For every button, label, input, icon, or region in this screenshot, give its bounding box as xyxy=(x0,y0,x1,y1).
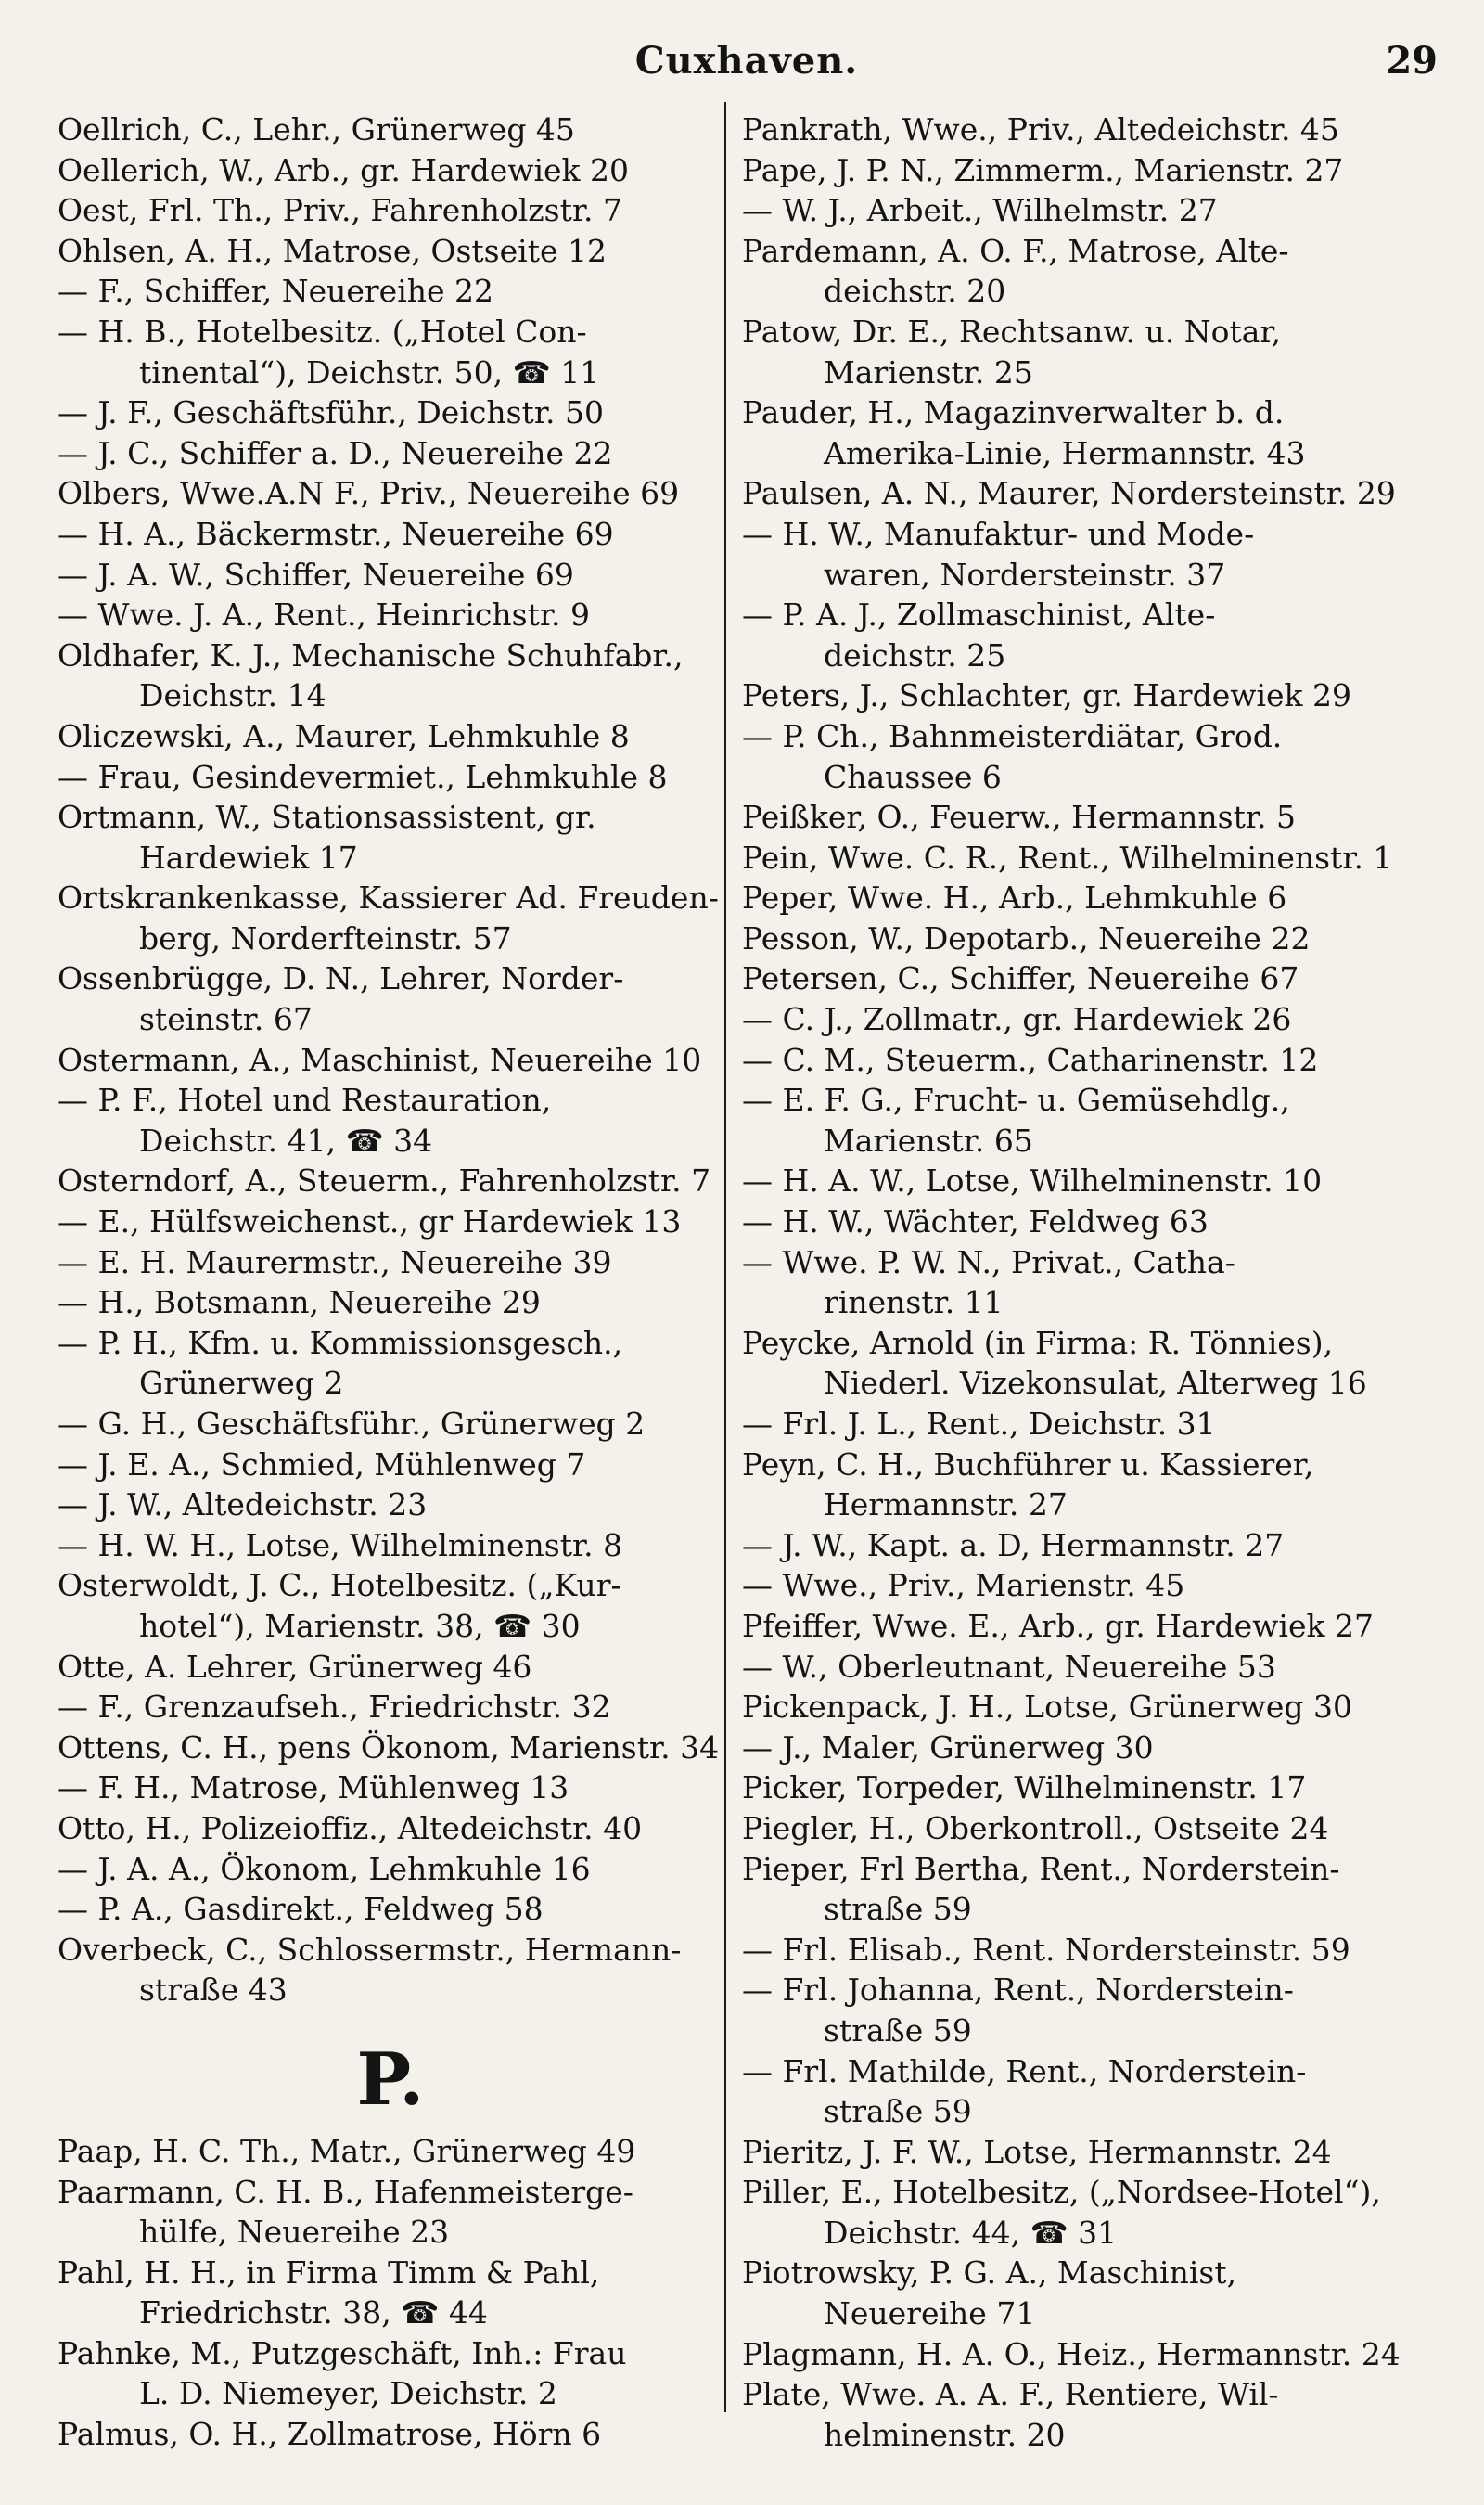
entry-line: — Wwe., Priv., Marienstr. 45 xyxy=(742,1567,1185,1604)
entry-continuation-line: straße 59 xyxy=(824,2011,972,2049)
directory-entry xyxy=(58,109,723,150)
directory-entry xyxy=(742,2051,1408,2132)
entry-line: — C. J., Zollmatr., gr. Hardewiek 26 xyxy=(742,1001,1292,1038)
entry-line: Pauder, H., Magazinverwalter b. d. xyxy=(742,394,1285,431)
entry-line: Overbeck, C., Schlossermstr., Hermann- xyxy=(58,1931,682,1968)
directory-entry xyxy=(742,473,1408,514)
entry-line: — P. H., Kfm. u. Kommissionsgesch., xyxy=(58,1324,623,1361)
entry-line: Olbers, Wwe.A.N F., Priv., Neuereihe 69 xyxy=(58,475,680,512)
column-divider xyxy=(724,102,726,2412)
entry-line: Pahl, H. H., in Firma Timm & Pahl, xyxy=(58,2254,600,2291)
entry-line: — J. F., Geschäftsführ., Deichstr. 50 xyxy=(58,394,604,431)
entry-line: Piegler, H., Oberkontroll., Ostseite 24 xyxy=(742,1809,1329,1846)
entry-continuation-line: straße 59 xyxy=(824,1891,972,1928)
directory-entry xyxy=(742,1767,1408,1808)
entry-continuation-line: Marienstr. 65 xyxy=(824,1122,1033,1159)
directory-entry xyxy=(742,999,1408,1040)
entry-line: — H. A. W., Lotse, Wilhelminenstr. 10 xyxy=(742,1163,1323,1200)
directory-entry xyxy=(58,1484,723,1525)
entry-line: Osterwoldt, J. C., Hotelbesitz. („Kur- xyxy=(58,1567,621,1604)
directory-entry xyxy=(58,2172,723,2253)
entry-line: Ottens, C. H., pens Ökonom, Marienstr. 34 xyxy=(58,1728,720,1766)
entry-line: Osterndorf, A., Steuerm., Fahrenholzstr. 7 xyxy=(58,1163,711,1200)
directory-entry xyxy=(742,2172,1408,2253)
directory-entry xyxy=(58,150,723,191)
entry-line: Pieper, Frl Bertha, Rent., Norderstein- xyxy=(742,1850,1340,1887)
entry-line: Palmus, O. H., Zollmatrose, Hörn 6 xyxy=(58,2416,602,2453)
entry-line: Peycke, Arnold (in Firma: R. Tönnies), xyxy=(742,1324,1334,1361)
entry-line: Pape, J. P. N., Zimmerm., Marienstr. 27 xyxy=(742,151,1344,188)
directory-entry xyxy=(742,1040,1408,1081)
directory-entry xyxy=(742,1647,1408,1688)
directory-entry xyxy=(742,1565,1408,1606)
entry-continuation-line: rinenstr. 11 xyxy=(824,1284,1004,1321)
directory-entry xyxy=(58,514,723,555)
directory-entry xyxy=(58,1687,723,1728)
directory-entry xyxy=(742,838,1408,879)
entry-line: — F., Grenzaufseh., Friedrichstr. 32 xyxy=(58,1689,611,1726)
right-column xyxy=(742,109,1408,2455)
entry-line: — Frl. Elisab., Rent. Nordersteinstr. 59 xyxy=(742,1931,1350,1968)
entry-line: — J. E. A., Schmied, Mühlenweg 7 xyxy=(58,1445,586,1483)
entry-continuation-line: steinstr. 67 xyxy=(139,1001,313,1038)
entry-continuation-line: Hermannstr. 27 xyxy=(824,1486,1068,1523)
directory-entry xyxy=(58,958,723,1039)
entry-line: — H., Botsmann, Neuereihe 29 xyxy=(58,1284,541,1321)
entry-continuation-line: Deichstr. 41, ☎ 34 xyxy=(139,1122,433,1159)
directory-entry xyxy=(58,1242,723,1283)
directory-entry xyxy=(742,918,1408,959)
page-header xyxy=(56,39,1438,95)
entry-line: — P. F., Hotel und Restauration, xyxy=(58,1082,552,1119)
entry-line: — Frl. Johanna, Rent., Norderstein- xyxy=(742,1972,1294,2009)
directory-entry xyxy=(742,595,1408,675)
entry-line: Pickenpack, J. H., Lotse, Grünerweg 30 xyxy=(742,1689,1352,1726)
directory-entry xyxy=(58,716,723,757)
entry-line: Pankrath, Wwe., Priv., Altedeichstr. 45 xyxy=(742,111,1339,148)
directory-entry xyxy=(742,1930,1408,1971)
directory-entry xyxy=(742,878,1408,918)
entry-continuation-line: L. D. Niemeyer, Deichstr. 2 xyxy=(139,2375,557,2412)
entry-continuation-line: Marienstr. 25 xyxy=(824,353,1033,391)
entry-line: Plate, Wwe. A. A. F., Rentiere, Wil- xyxy=(742,2376,1279,2413)
directory-entry xyxy=(58,1647,723,1688)
directory-entry xyxy=(742,1242,1408,1323)
directory-entry xyxy=(742,1525,1408,1566)
directory-entry xyxy=(742,1849,1408,1930)
entry-line: — P. A. J., Zollmaschinist, Alte- xyxy=(742,597,1216,634)
entry-line: Oest, Frl. Th., Priv., Fahrenholzstr. 7 xyxy=(58,192,622,229)
directory-entry xyxy=(58,1849,723,1890)
entry-line: Pieritz, J. F. W., Lotse, Hermannstr. 24 xyxy=(742,2133,1332,2170)
entry-line: — H. A., Bäckermstr., Neuereihe 69 xyxy=(58,515,614,552)
directory-entry xyxy=(58,2333,723,2414)
entry-line: — H. B., Hotelbesitz. („Hotel Con- xyxy=(58,313,587,350)
entry-line: Patow, Dr. E., Rechtsanw. u. Notar, xyxy=(742,313,1282,350)
page-number: 29 xyxy=(1386,39,1438,83)
directory-entry xyxy=(58,757,723,798)
directory-entry xyxy=(58,1161,723,1201)
entry-line: — E., Hülfsweichenst., gr Hardewiek 13 xyxy=(58,1203,682,1240)
entry-line: — J. C., Schiffer a. D., Neuereihe 22 xyxy=(58,434,613,471)
directory-entry xyxy=(742,675,1408,716)
directory-entry xyxy=(742,2374,1408,2455)
directory-entry xyxy=(58,1080,723,1161)
directory-entry xyxy=(742,1728,1408,1768)
entry-line: — P. Ch., Bahnmeisterdiätar, Grod. xyxy=(742,717,1283,754)
entry-line: Pahnke, M., Putzgeschäft, Inh.: Frau xyxy=(58,2334,627,2371)
entry-line: — J. W., Altedeichstr. 23 xyxy=(58,1486,428,1523)
entry-line: — J. A. A., Ökonom, Lehmkuhle 16 xyxy=(58,1850,591,1887)
entry-line: Paarmann, C. H. B., Hafenmeisterge- xyxy=(58,2173,633,2210)
entry-line: Oellrich, C., Lehr., Grünerweg 45 xyxy=(58,111,575,148)
entry-line: Pesson, W., Depotarb., Neuereihe 22 xyxy=(742,919,1311,957)
directory-entry xyxy=(742,958,1408,999)
directory-entry xyxy=(742,2253,1408,2333)
entry-continuation-line: Amerika-Linie, Hermannstr. 43 xyxy=(824,434,1306,471)
directory-entry xyxy=(58,392,723,433)
entry-line: Ostermann, A., Maschinist, Neuereihe 10 xyxy=(58,1041,702,1078)
directory-entry xyxy=(58,1565,723,1646)
entry-continuation-line: Deichstr. 14 xyxy=(139,677,326,714)
entry-continuation-line: berg, Norderfteinstr. 57 xyxy=(139,919,512,957)
directory-entry xyxy=(58,797,723,878)
directory-entry xyxy=(58,1728,723,1768)
entry-line: — H. W., Wächter, Feldweg 63 xyxy=(742,1203,1209,1240)
directory-entry xyxy=(58,2253,723,2333)
directory-entry xyxy=(742,1687,1408,1728)
entry-line: — J. A. W., Schiffer, Neuereihe 69 xyxy=(58,556,574,593)
entry-line: Pfeiffer, Wwe. E., Arb., gr. Hardewiek 27 xyxy=(742,1607,1374,1644)
directory-entry xyxy=(58,433,723,474)
directory-entry xyxy=(58,312,723,392)
entry-continuation-line: Chaussee 6 xyxy=(824,758,1002,795)
directory-entry xyxy=(58,2414,723,2455)
directory-entry xyxy=(58,1323,723,1404)
entry-line: Ortskrankenkasse, Kassierer Ad. Freuden- xyxy=(58,880,719,917)
entry-line: — Wwe. P. W. N., Privat., Catha- xyxy=(742,1243,1235,1280)
entry-line: Ohlsen, A. H., Matrose, Ostseite 12 xyxy=(58,232,607,269)
left-column xyxy=(58,109,723,2455)
directory-entry xyxy=(742,716,1408,797)
entry-continuation-line: Niederl. Vizekonsulat, Alterweg 16 xyxy=(824,1365,1367,1402)
entry-line: — F. H., Matrose, Mühlenweg 13 xyxy=(58,1769,569,1806)
directory-entry xyxy=(58,1767,723,1808)
entry-line: — P. A., Gasdirekt., Feldweg 58 xyxy=(58,1891,544,1928)
entry-continuation-line: Deichstr. 44, ☎ 31 xyxy=(824,2214,1118,2251)
directory-entry xyxy=(742,190,1408,231)
directory-entry xyxy=(742,392,1408,473)
entry-line: Oldhafer, K. J., Mechanische Schuhfabr., xyxy=(58,636,684,674)
directory-entry xyxy=(742,1970,1408,2050)
entry-continuation-line: hülfe, Neuereihe 23 xyxy=(139,2214,450,2251)
directory-entry xyxy=(742,1445,1408,1525)
directory-entry xyxy=(742,312,1408,392)
entry-line: Ossenbrügge, D. N., Lehrer, Norder- xyxy=(58,960,624,997)
entry-line: — G. H., Geschäftsführ., Grünerweg 2 xyxy=(58,1406,646,1442)
entry-line: — Frl. J. L., Rent., Deichstr. 31 xyxy=(742,1406,1216,1442)
entry-continuation-line: deichstr. 25 xyxy=(824,636,1006,674)
directory-entry xyxy=(742,1404,1408,1445)
entry-line: — J., Maler, Grünerweg 30 xyxy=(742,1728,1154,1766)
entry-continuation-line: Grünerweg 2 xyxy=(139,1365,344,1402)
entry-line: Picker, Torpeder, Wilhelminenstr. 17 xyxy=(742,1769,1307,1806)
entry-continuation-line: Hardewiek 17 xyxy=(139,839,358,876)
directory-entry xyxy=(58,878,723,958)
directory-entry xyxy=(742,109,1408,150)
entry-line: Pein, Wwe. C. R., Rent., Wilhelminenstr. 1 xyxy=(742,839,1393,876)
entry-line: Ortmann, W., Stationsassistent, gr. xyxy=(58,799,596,836)
directory-entry xyxy=(58,2131,723,2172)
entry-continuation-line: hotel“), Marienstr. 38, ☎ 30 xyxy=(139,1607,581,1644)
entry-continuation-line: straße 59 xyxy=(824,2093,972,2130)
directory-entry xyxy=(58,1282,723,1323)
entry-line: — J. W., Kapt. a. D, Hermannstr. 27 xyxy=(742,1526,1285,1563)
entry-line: Petersen, C., Schiffer, Neuereihe 67 xyxy=(742,960,1299,997)
entry-continuation-line: Friedrichstr. 38, ☎ 44 xyxy=(139,2294,488,2332)
entry-continuation-line: deichstr. 20 xyxy=(824,273,1006,310)
entry-line: — Wwe. J. A., Rent., Heinrichstr. 9 xyxy=(58,597,590,634)
directory-entry xyxy=(742,1323,1408,1404)
entry-continuation-line: waren, Nordersteinstr. 37 xyxy=(824,556,1226,593)
directory-entry xyxy=(58,595,723,636)
entry-line: — H. W. H., Lotse, Wilhelminenstr. 8 xyxy=(58,1526,623,1563)
directory-entry xyxy=(58,1889,723,1930)
entry-line: — W., Oberleutnant, Neuereihe 53 xyxy=(742,1648,1276,1685)
directory-entry xyxy=(58,1808,723,1849)
entry-line: — C. M., Steuerm., Catharinenstr. 12 xyxy=(742,1041,1319,1078)
entry-line: Pardemann, A. O. F., Matrose, Alte- xyxy=(742,232,1289,269)
entry-line: Paap, H. C. Th., Matr., Grünerweg 49 xyxy=(58,2132,636,2169)
directory-entry xyxy=(742,2132,1408,2173)
entry-line: — E. H. Maurermstr., Neuereihe 39 xyxy=(58,1243,612,1280)
directory-entry xyxy=(58,636,723,716)
directory-entry xyxy=(742,1606,1408,1647)
entry-line: Peters, J., Schlachter, gr. Hardewiek 29 xyxy=(742,677,1352,714)
directory-entry xyxy=(742,1201,1408,1242)
entry-line: — F., Schiffer, Neuereihe 22 xyxy=(58,273,494,310)
entry-continuation-line: helminenstr. 20 xyxy=(824,2416,1066,2453)
directory-entry xyxy=(742,1080,1408,1161)
entry-line: Plagmann, H. A. O., Heiz., Hermannstr. 24 xyxy=(742,2335,1401,2372)
directory-entry xyxy=(742,150,1408,191)
entry-continuation-line: straße 43 xyxy=(139,1972,288,2009)
directory-entry xyxy=(58,190,723,231)
directory-entry xyxy=(742,797,1408,838)
directory-entry xyxy=(742,1808,1408,1849)
directory-entry xyxy=(58,555,723,596)
section-letter: P. xyxy=(356,2036,425,2122)
entry-continuation-line: Neuereihe 71 xyxy=(824,2295,1036,2332)
directory-entry xyxy=(58,271,723,312)
entry-line: Piotrowsky, P. G. A., Maschinist, xyxy=(742,2254,1237,2292)
directory-entry xyxy=(58,1201,723,1242)
directory-entry xyxy=(742,2334,1408,2375)
entry-line: Oliczewski, A., Maurer, Lehmkuhle 8 xyxy=(58,717,630,754)
entry-line: Otto, H., Polizeioffiz., Altedeichstr. 40 xyxy=(58,1809,643,1846)
entry-line: — E. F. G., Frucht- u. Gemüsehdlg., xyxy=(742,1082,1290,1119)
entry-line: — H. W., Manufaktur- und Mode- xyxy=(742,515,1255,552)
directory-entry xyxy=(742,514,1408,595)
page-title: Cuxhaven. xyxy=(634,39,859,83)
directory-entry xyxy=(58,1525,723,1566)
directory-entry xyxy=(58,1404,723,1445)
directory-entry xyxy=(58,1040,723,1081)
directory-entry xyxy=(742,231,1408,312)
directory-entry xyxy=(58,231,723,272)
directory-entry xyxy=(58,1930,723,2010)
directory-entry xyxy=(58,473,723,514)
entry-line: Piller, E., Hotelbesitz, („Nordsee-Hotel“), xyxy=(742,2174,1381,2211)
entry-line: Peißker, O., Feuerw., Hermannstr. 5 xyxy=(742,799,1296,836)
entry-line: Otte, A. Lehrer, Grünerweg 46 xyxy=(58,1648,532,1685)
entry-line: Peper, Wwe. H., Arb., Lehmkuhle 6 xyxy=(742,880,1287,917)
entry-line: — W. J., Arbeit., Wilhelmstr. 27 xyxy=(742,192,1218,229)
entry-line: — Frl. Mathilde, Rent., Norderstein- xyxy=(742,2052,1307,2089)
entry-line: Paulsen, A. N., Maurer, Nordersteinstr. 29 xyxy=(742,475,1396,512)
entry-line: — Frau, Gesindevermiet., Lehmkuhle 8 xyxy=(58,758,668,795)
entry-line: Oellerich, W., Arb., gr. Hardewiek 20 xyxy=(58,151,630,188)
directory-entry xyxy=(742,1161,1408,1201)
entry-line: Peyn, C. H., Buchführer u. Kassierer, xyxy=(742,1445,1314,1483)
entry-continuation-line: tinental“), Deichstr. 50, ☎ 11 xyxy=(139,353,600,391)
directory-entry xyxy=(58,1445,723,1485)
